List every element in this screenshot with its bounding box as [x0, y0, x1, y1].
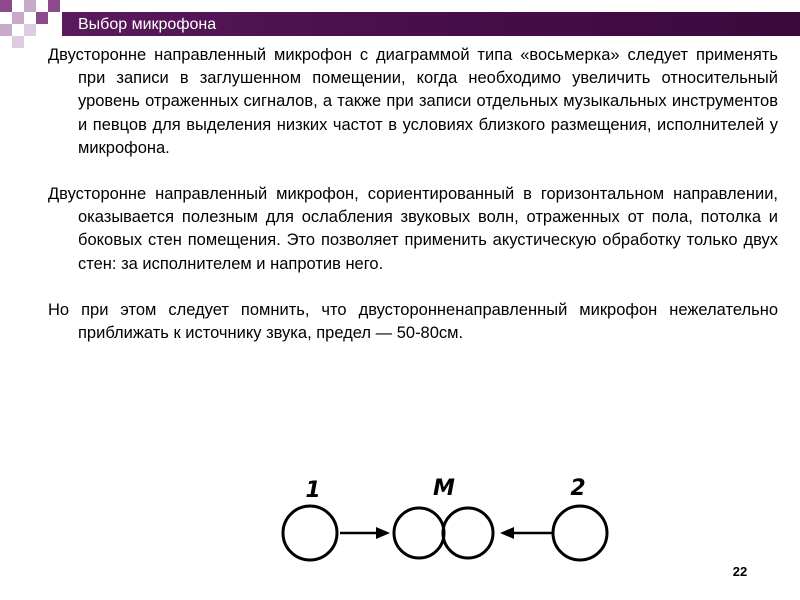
microphone-lobe-left — [394, 508, 444, 558]
source-1-label: 1 — [305, 478, 321, 503]
microphone-placement-diagram — [270, 465, 630, 575]
slide-number: 22 — [732, 564, 748, 579]
source-2-label: 2 — [570, 476, 586, 501]
slide-body — [48, 44, 778, 368]
microphone-label: М — [433, 476, 455, 501]
arrow-2-head — [500, 527, 514, 539]
source-1-circle — [283, 506, 337, 560]
decorative-checker-pattern — [0, 0, 70, 50]
paragraph-figure-eight-usage: Двусторонне направленный микрофон с диаграммой типа «восьмерка» следует применять при записи в заглушенном помещении, когда необходимо увеличить относительный уровень отраженных сигналов, а также при записи отдельных музыкальных инструментов и певцов для выделения низких частот в условиях близкого размещения, исполнителей у микрофона. — [48, 46, 778, 157]
paragraph-distance-limit: Но при этом следует помнить, что двусторонненаправленный микрофон нежелательно приближать к источнику звука, предел — 50-80см. — [48, 300, 778, 343]
arrow-1-head — [376, 527, 390, 539]
slide-title: Выбор микрофона — [78, 16, 217, 33]
source-2-circle — [553, 506, 607, 560]
paragraph-horizontal-orientation: Двусторонне направленный микрофон, сориентированный в горизонтальном направлении, оказывается полезным для ослабления звуковых волн, отраженных от пола, потолка и боковых стен помещения. Это позволяет применить акустическую обработку только двух стен: за исполнителем и напротив него. — [48, 185, 778, 273]
microphone-lobe-right — [443, 508, 493, 558]
